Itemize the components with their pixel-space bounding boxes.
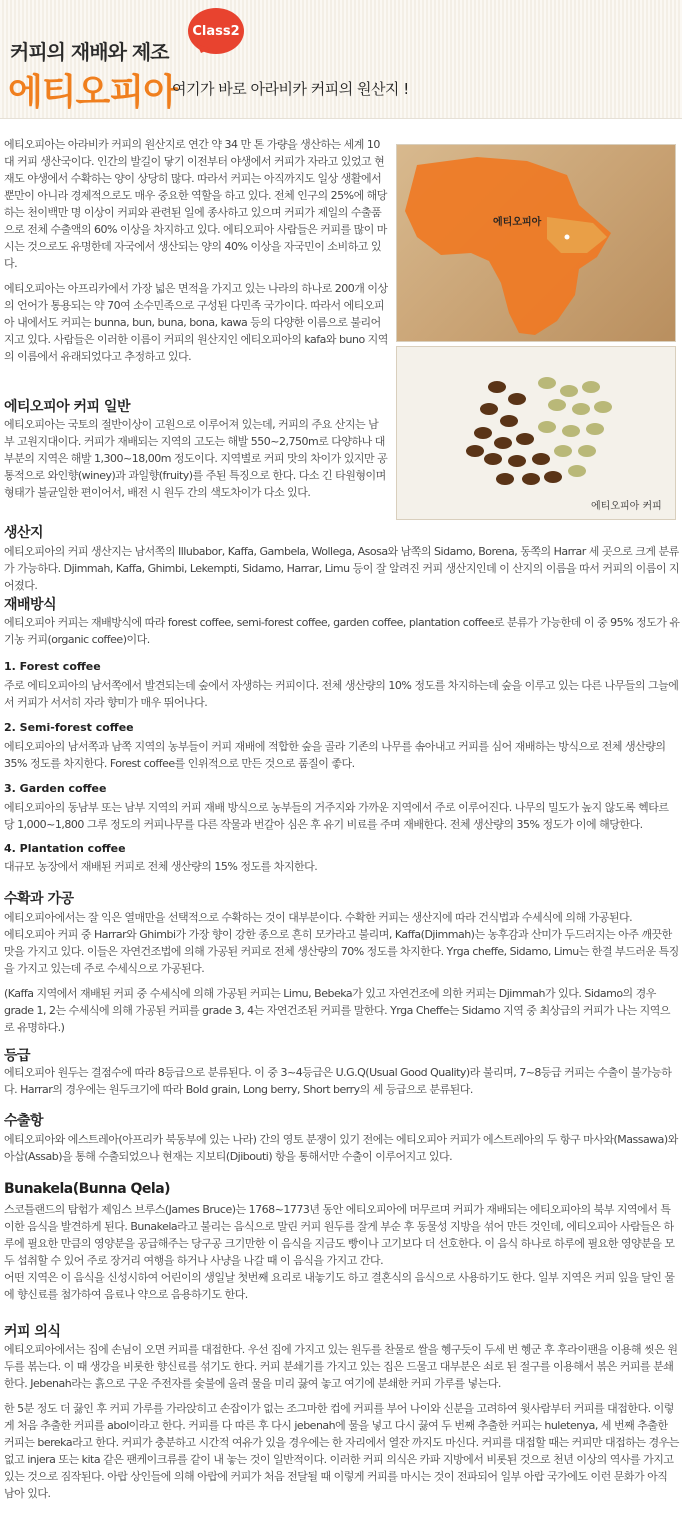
harvest-paragraph: 에티오피아에서는 잘 익은 열매만을 선택적으로 수확하는 것이 대부분이다. 수확한 커피는 생산지에 따라 건식법과 수세식에 의해 가공된다. bbox=[4, 911, 633, 924]
coffee-beans-illustration bbox=[397, 347, 675, 519]
header-divider bbox=[0, 118, 682, 119]
section-heading: 재배방식 bbox=[4, 597, 57, 613]
subheading: 2. Semi-forest coffee bbox=[4, 721, 134, 734]
cultivation-text: 에티오피아 커피는 재배방식에 따라 forest coffee, semi-forest coffee, garden coffee, plantation coffee로 분류가 가능한데 이 중 95% 정도가 유기농 커피(organic coffee)이다. bbox=[4, 616, 680, 646]
section-heading: 수출항 bbox=[4, 1113, 44, 1129]
map-ethiopia-label: 에티오피아 bbox=[493, 217, 542, 228]
intro-paragraph: 에티오피아는 아라비카 커피의 원산지로 연간 약 34 만 톤 가량을 생산하는 세계 10대 커피 생산국이다. 인간의 발길이 닿기 이전부터 야생에서 커피가 자라고 있었고 현재도 야생에서 수확하는 양이 상당히 많다. 따라서 커피는 아직까지도 일상 생활에서 뿐만이 아니라 경제적으로도 매우 중요한 역할을 하고 있다. 전체 인구의 25%에 해당하는 천이백만 명 이상이 커피와 관련된 일에 종사하고 있으며 커피가 제일의 수출품으로 전체 수출액의 60% 이상을 차지하고 있다. 에티오피아 사람들은 커피를 많이 마시는 것으로도 유명한데 자국에서 생산되는 양의 40% 이상을 자국민이 소비하고 있다. bbox=[4, 138, 387, 270]
intro-section bbox=[4, 136, 388, 365]
cultivation-item-text: 대규모 농장에서 재배된 커피로 전체 생산량의 15% 정도를 차지한다. bbox=[4, 860, 318, 873]
page-tagline: 여기가 바로 아라비카 커피의 원산지 ! bbox=[172, 80, 409, 98]
harvest-paragraph: 에티오피아 커피 중 Harrar와 Ghimbi가 가장 향이 강한 종으로 흔히 모카라고 불리며, Kaffa(Djimmah)는 농후감과 산미가 두드러지는 아주 깨끗한 맛을 가지고 있다. 이들은 자연건조법에 의해 가공된 커피로 전체 생산량의 70% 정도를 차지한다. Yrga cheffe, Sidamo, Limu는 한결 부드러운 특징을 가지고 있는데 주로 수세식으로 가공된다. bbox=[4, 928, 679, 975]
class-badge: Class2 bbox=[188, 8, 244, 54]
ceremony-paragraph: 에티오피아에서는 집에 손님이 오면 커피를 대접한다. 우선 집에 가지고 있는 원두를 찬물로 쌀을 헹구듯이 두세 번 헹군 후 후라이팬을 이용해 씻은 원두를 볶는다. 이 때 생강을 비롯한 향신료를 섞기도 한다. 커피 분쇄기를 가지고 있는 집은 드물고 대부분은 쇠로 된 절구를 이용해서 볶은 커피를 분쇄한다. Jebenah라는 흙으로 구운 주전자를 숯불에 올려 물을 미리 끓여 놓고 여기에 분쇄한 커피 가루를 넣는다. bbox=[4, 1343, 678, 1390]
section-heading: 등급 bbox=[4, 1048, 31, 1064]
cultivation-item-text: 에티오피아의 동남부 또는 남부 지역의 커피 재배 방식으로 농부들의 거주지와 가까운 지역에서 주로 이루어진다. 나무의 밀도가 높지 않도록 헥타르 당 1,000~1,800 그루 정도의 커피나무를 다른 작물과 번갈아 심은 후 유기 비료를 주며 재배한다. 전체 생산량의 35% 정도가 이에 해당한다. bbox=[4, 801, 669, 831]
beans-caption: 에티오피아 커피 bbox=[591, 501, 662, 512]
general-text: 에티오피아는 국토의 절반이상이 고원으로 이루어져 있는데, 커피의 주요 산지는 남부 고원지대이다. 커피가 재배되는 지역의 고도는 해발 550~2,750m로 다양하나 대부분의 지역은 해발 1,300~18,00m 정도이다. 지역별로 커피 맛의 차이가 있지만 공통적으로 와인향(winey)과 과일향(fruity)를 주된 특징으로 한다. 다소 긴 타원형이며 형태가 불균일한 편이어서, 배전 시 원두 간의 색도차이가 다소 있다. bbox=[4, 418, 388, 499]
subheading: 1. Forest coffee bbox=[4, 660, 101, 673]
section-heading: 생산지 bbox=[4, 525, 44, 541]
bunakela-paragraph: 스코틀랜드의 탐험가 제임스 브루스(James Bruce)는 1768~1773년 동안 에티오피아에 머무르며 커피가 재배되는 에티오피아의 북부 지역에서 특이한 음식을 발견하게 된다. Bunakela라고 불리는 음식으로 말린 커피 원두를 잘게 부순 후 동물성 지방을 섞어 만든 것인데, 에티오피아 사람들은 하루에 필요한 만큼의 영양분을 공급해주는 당구공 크기만한 이 음식을 지금도 빵이나 고기보다 더 선호한다. 이 음식 하나로 하루에 필요한 영양분을 모두 섭취할 수 있어 주로 장거리 여행을 하거나 사냥을 나갈 때 이 음식을 가지고 간다. bbox=[4, 1203, 675, 1267]
origin-text: 에티오피아의 커피 생산지는 남서쪽의 Illubabor, Kaffa, Gambela, Wollega, Asosa와 남쪽의 Sidamo, Borena, 동쪽의 Harrar 세 곳으로 크게 분류가 가능하다. Djimmah, Kaffa, Ghimbi, Lekempti, Sidamo, Harrar, Limu 등이 잘 알려진 커피 생산지인데 이 산지의 이름을 따서 커피의 이름이 지어졌다. bbox=[4, 545, 680, 592]
export-text: 에티오피아와 에스트레아(아프리카 북동부에 있는 나라) 간의 영토 분쟁이 있기 전에는 에티오피아 커피가 에스트레아의 두 항구 마사와(Massawa)와 아삽(Assab)을 통해 수출되었으나 현재는 지보티(Djibouti) 항을 통해서만 수출이 이루어지고 있다. bbox=[4, 1133, 678, 1163]
cultivation-item-text: 주로 에티오피아의 남서쪽에서 발견되는데 숲에서 자생하는 커피이다. 전체 생산량의 10% 정도를 차지하는데 숲을 이루고 있는 다른 나무들의 그늘에서 커피가 서서히 자라 향미가 매우 뛰어나다. bbox=[4, 679, 679, 709]
section-heading: 에티오피아 커피 일반 bbox=[4, 399, 130, 415]
harvest-text bbox=[4, 909, 680, 1036]
intro-paragraph: 에티오피아는 아프리카에서 가장 넓은 면적을 가지고 있는 나라의 하나로 200개 이상의 언어가 통용되는 약 70여 소수민족으로 구성된 다민족 국가이다. 따라서 에티오피아 내에서도 커피는 bunna, bun, buna, bona, kawa 등의 다양한 이름으로 불리어지고 있다. 사람들은 이러한 이름이 커피의 원산지인 에티오피아의 kafa와 buno 지역의 이름에서 유래되었다고 추정하고 있다. bbox=[4, 282, 388, 363]
africa-map-image bbox=[396, 144, 676, 342]
subheading: 4. Plantation coffee bbox=[4, 842, 126, 855]
bunakela-text bbox=[4, 1201, 680, 1303]
ceremony-paragraph: 한 5분 정도 더 끓인 후 커피 가루를 가라앉히고 손잡이가 없는 조그마한 컵에 커피를 부어 나이와 신분을 고려하여 윗사람부터 커피를 대접한다. 이렇게 처음 추출한 커피를 abol이라고 한다. 커피를 다 따른 후 다시 jebenah에 물을 넣고 다시 끓여 두 번째 추출한 커피는 huletenya, 세 번째 추출한 커피는 bereka라고 한다. 커피가 충분하고 시간적 여유가 있을 경우에는 한 자리에서 열잔 까지도 마신다. 커피를 대접할 때는 커피만 대접하는 경우는 없고 injera 또는 kita 같은 팬케이크류를 같이 내 놓는 것이 일반적이다. 이러한 커피 의식은 카파 지방에서 비롯된 것으로 천년 이상의 역사를 가지고 있는 것으로 짐작된다. 아랍 상인들에 의해 아랍에 커피가 처음 전달될 때 이렇게 커피를 마시는 것이 전파되어 일부 아랍 국가에도 이런 문화가 아직 남아 있다. bbox=[4, 1402, 679, 1500]
page-header bbox=[0, 0, 682, 118]
section-heading: 수확과 가공 bbox=[4, 891, 74, 907]
ceremony-text bbox=[4, 1341, 680, 1502]
subheading: 3. Garden coffee bbox=[4, 782, 107, 795]
grade-text: 에티오피아 원두는 결점수에 따라 8등급으로 분류된다. 이 중 3~4등급은 U.G.Q(Usual Good Quality)라 불리며, 7~8등급 커피는 수출이 불가능하다. Harrar의 경우에는 원두크기에 따라 Bold grain, Long berry, Short berry의 세 등급으로 분류된다. bbox=[4, 1066, 672, 1096]
page-subtitle: 커피의 재배와 제조 bbox=[10, 40, 169, 64]
bunakela-paragraph: 어떤 지역은 이 음식을 신성시하여 어린이의 생일날 첫번째 요리로 내놓기도 하고 결혼식의 음식으로 사용하기도 한다. 일부 지역은 커피 잎을 달인 물에 향신료를 첨가하여 음료나 약으로 음용하기도 한다. bbox=[4, 1271, 675, 1301]
page-title: 에티오피아 bbox=[8, 72, 177, 113]
section-heading: 커피 의식 bbox=[4, 1324, 61, 1340]
africa-map-illustration bbox=[397, 145, 675, 341]
cultivation-item-text: 에티오피아의 남서쪽과 남쪽 지역의 농부들이 커피 재배에 적합한 숲을 골라 기존의 나무를 솎아내고 커피를 심어 재배하는 방식으로 전체 생산량의 35% 정도를 차지한다. Forest coffee를 인위적으로 만든 것으로 품질이 좋다. bbox=[4, 740, 666, 770]
section-heading: Bunakela(Bunna Qela) bbox=[4, 1181, 171, 1197]
harvest-note: (Kaffa 지역에서 재배된 커피 중 수세식에 의해 가공된 커피는 Limu, Bebeka가 있고 자연건조에 의한 커피는 Djimmah가 있다. Sidamo의 경우 grade 1, 2는 수세식에 의해 가공된 커피를 grade 3, 4는 자연건조된 커피를 말한다. Yrga Cheffe는 Sidamo 지역 중 최상급의 커피가 나는 지역으로 유명하다.) bbox=[4, 987, 670, 1034]
coffee-beans-image bbox=[396, 346, 676, 520]
